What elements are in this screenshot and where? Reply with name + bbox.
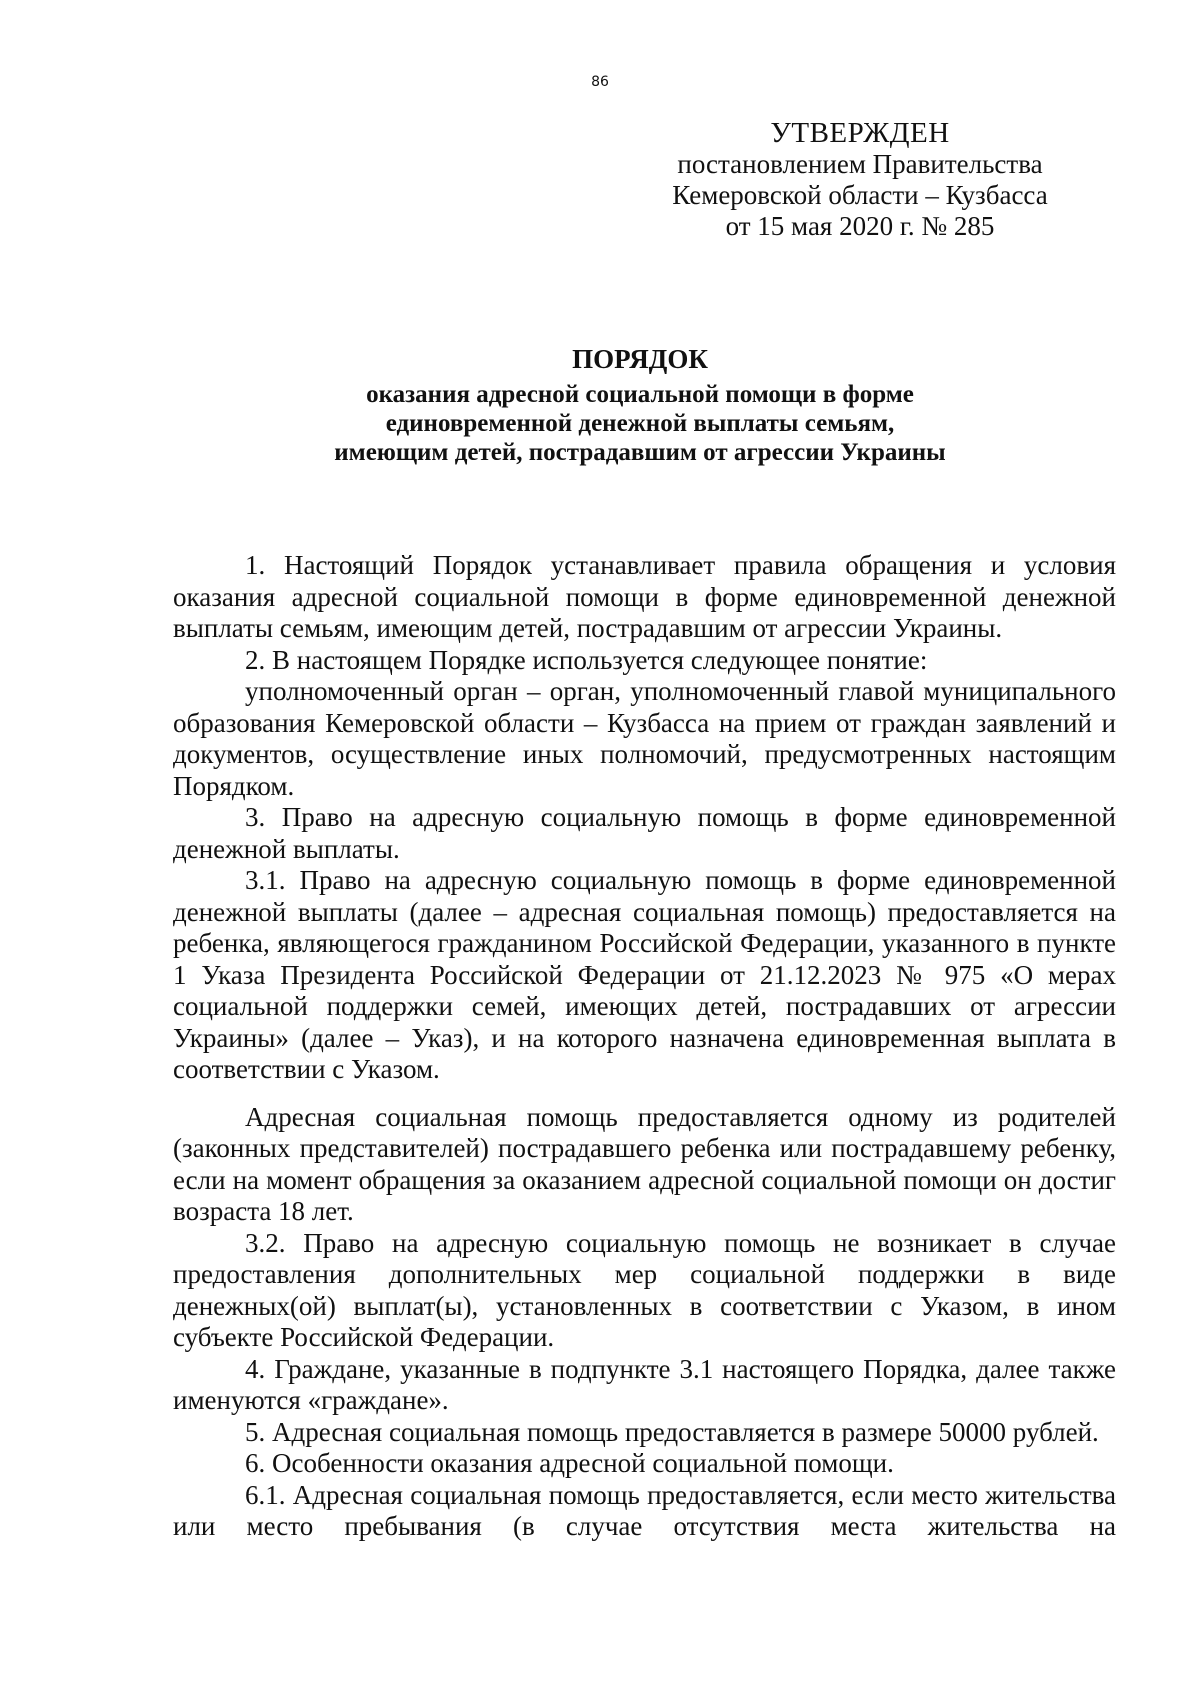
approval-line-1: постановлением Правительства bbox=[677, 149, 1043, 179]
page-number: 86 bbox=[591, 74, 609, 90]
document-subtitle-line-3: имеющим детей, пострадавшим от агрессии Украины bbox=[334, 439, 946, 466]
paragraph-5: 5. Адресная социальная помощь предоставляется в размере 50000 рублей. bbox=[245, 1416, 1099, 1447]
paragraph-2-definition: уполномоченный орган – орган, уполномоченный главой муниципального образования Кемеровской области – Кузбасса на прием от граждан заявлений и документов, осуществление иных полномочий, предусмотренных настоящим Порядком. bbox=[173, 676, 1116, 801]
approval-line-3: от 15 мая 2020 г. № 285 bbox=[725, 211, 995, 241]
document-subtitle-line-1: оказания адресной социальной помощи в форме bbox=[366, 381, 914, 408]
document-title: ПОРЯДОК bbox=[572, 344, 708, 374]
paragraph-3-1-continued: Адресная социальная помощь предоставляется одному из родителей (законных представителей) пострадавшего ребенка или пострадавшему ребенку, если на момент обращения за оказанием адресной социальной помощи он достиг возраста 18 лет. bbox=[173, 1101, 1116, 1226]
paragraph-3-1: 3.1. Право на адресную социальную помощь в форме единовременной денежной выплаты (далее – адресная социальная помощь) предоставляется на ребенка, являющегося гражданином Российской Федерации, указанного в пункте 1 Указа Президента Российской Федерации от 21.12.2023 № 975 «О мерах социальной поддержки семей, имеющих детей, пострадавших от агрессии Украины» (далее – Указ), и на которого назначена единовременная выплата в соответствии с Указом. bbox=[173, 865, 1116, 1084]
paragraph-6: 6. Особенности оказания адресной социальной помощи. bbox=[245, 1448, 894, 1478]
paragraph-3-2: 3.2. Право на адресную социальную помощь не возникает в случае предоставления дополнительных мер социальной поддержки в виде денежных(ой) выплат(ы), установленных в соответствии с Указом, в ином субъекте Российской Федерации. bbox=[173, 1227, 1116, 1352]
document-heading bbox=[150, 345, 1130, 467]
approval-line-2: Кемеровской области – Кузбасса bbox=[672, 180, 1048, 210]
paragraph-2: 2. В настоящем Порядке используется следующее понятие: bbox=[245, 644, 928, 675]
paragraph-6-1: 6.1. Адресная социальная помощь предоставляется, если место жительства или место пребывания (в случае отсутствия места жительства на bbox=[173, 1479, 1116, 1541]
approval-stamp bbox=[640, 118, 1080, 242]
paragraph-3: 3. Право на адресную социальную помощь в форме единовременной денежной выплаты. bbox=[173, 802, 1116, 864]
approval-title: УТВЕРЖДЕН bbox=[770, 117, 950, 149]
paragraph-4: 4. Граждане, указанные в подпункте 3.1 настоящего Порядка, далее также именуются «граждане». bbox=[173, 1353, 1116, 1415]
document-subtitle-line-2: единовременной денежной выплаты семьям, bbox=[385, 410, 895, 437]
paragraph-1: 1. Настоящий Порядок устанавливает правила обращения и условия оказания адресной социальной помощи в форме единовременной денежной выплаты семьям, имеющим детей, пострадавшим от агрессии Украины. bbox=[173, 550, 1116, 643]
document-body bbox=[173, 550, 1116, 1543]
